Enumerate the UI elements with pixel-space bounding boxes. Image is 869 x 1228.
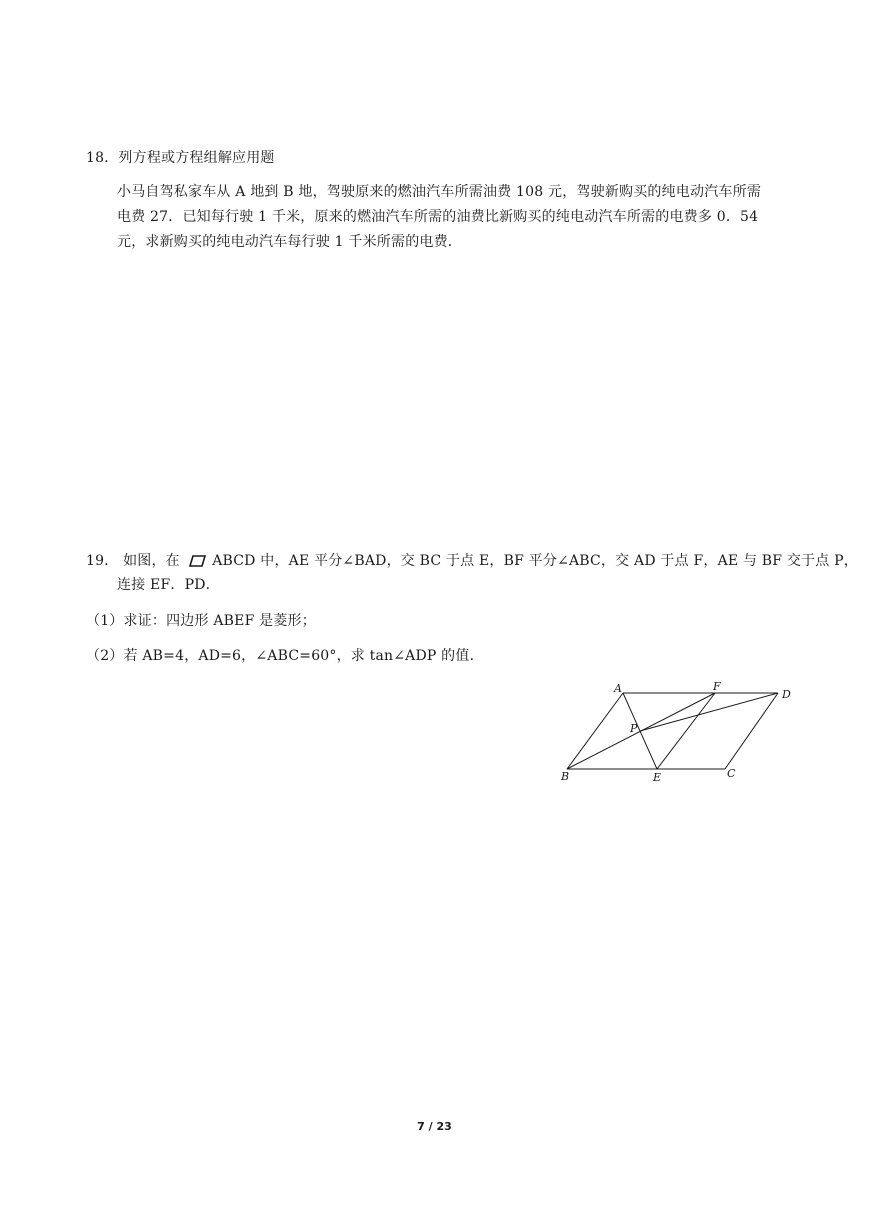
q19-intro: 如图，在	[123, 553, 180, 569]
q19-line-1	[86, 552, 858, 570]
q18-text-line-1: 小马自驾私家车从 A 地到 B 地，驾驶原来的燃油汽车所需油费 108 元，驾驶新购买的纯电动汽车所需	[117, 184, 762, 200]
parallelogram-figure	[555, 676, 805, 791]
segment-PD	[640, 693, 778, 731]
page-number: 7 / 23	[417, 1120, 452, 1133]
q19-statement: ABCD 中，AE 平分∠BAD，交 BC 于点 E，BF 平分∠ABC，交 AD 于点 F，AE 与 BF 交于点 P，	[212, 553, 858, 569]
q18-heading: 18．列方程或方程组解应用题	[86, 150, 275, 166]
label-E: E	[653, 771, 662, 784]
parallelogram-symbol-icon	[189, 555, 206, 567]
label-A: A	[614, 682, 622, 695]
q18-text-line-3: 元，求新购买的纯电动汽车每行驶 1 千米所需的电费．	[117, 234, 463, 250]
q19-number: 19．	[86, 553, 119, 569]
label-F: F	[713, 680, 721, 693]
label-P: P	[630, 722, 638, 735]
q19-line-2: 连接 EF．PD．	[117, 577, 220, 593]
q19-part-1: （1）求证：四边形 ABEF 是菱形；	[86, 613, 316, 629]
label-B: B	[561, 770, 570, 783]
label-D: D	[782, 688, 791, 701]
segment-AB	[567, 693, 623, 769]
label-C: C	[727, 767, 736, 780]
q19-part-2: （2）若 AB=4，AD=6，∠ABC=60°，求 tan∠ADP 的值．	[86, 648, 484, 664]
q18-text-line-2: 电费 27．已知每行驶 1 千米，原来的燃油汽车所需的油费比新购买的纯电动汽车所需的电费多 0．54	[117, 209, 759, 225]
segment-CD	[725, 693, 778, 769]
segment-EF	[657, 693, 715, 769]
